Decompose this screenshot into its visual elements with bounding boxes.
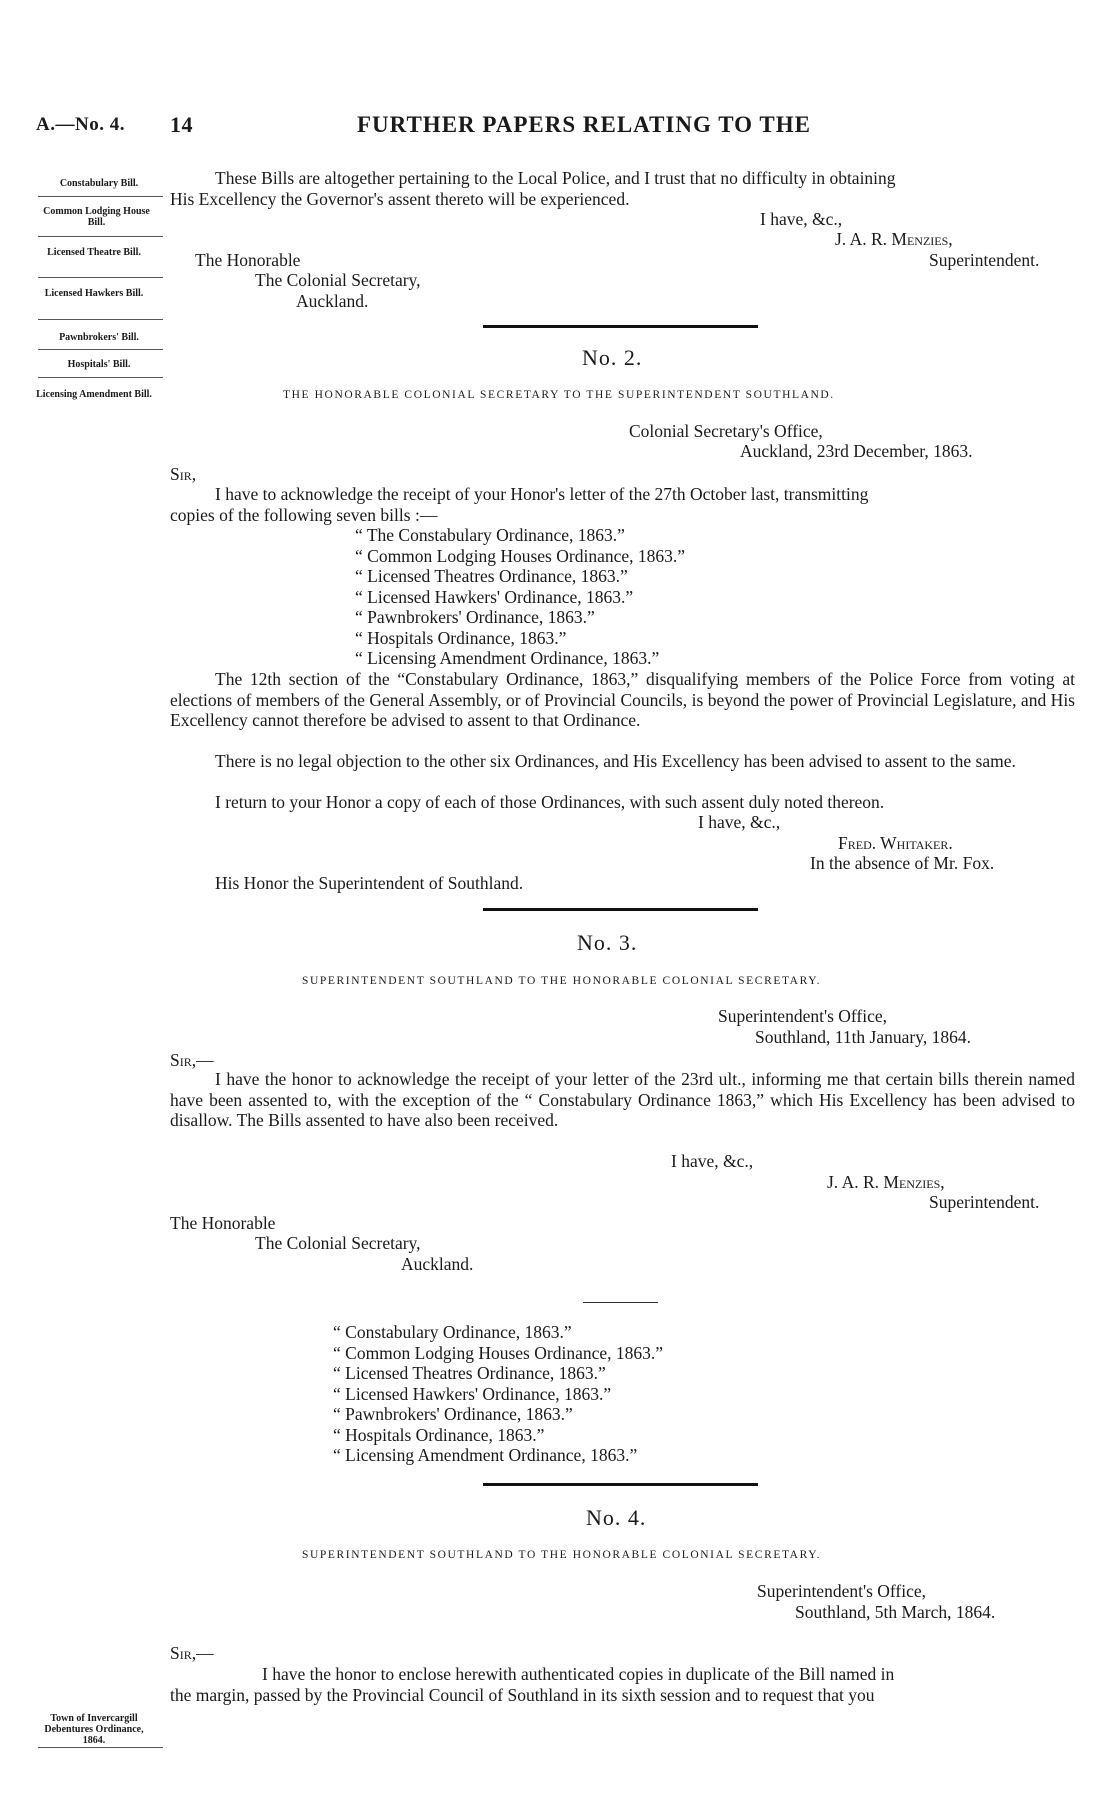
letter2-number: No. 2. — [582, 345, 643, 370]
section-divider — [483, 1483, 758, 1486]
letter2-office: Colonial Secretary's Office, — [629, 421, 823, 441]
margin-note-hospitals: Hospitals' Bill. — [67, 359, 131, 370]
margin-rule — [38, 349, 163, 350]
letter2-p1-line1: I have to acknowledge the receipt of your Honor's letter of the 27th October last, transmitting — [215, 484, 869, 504]
letter1-signature-title: Superintendent. — [929, 250, 1040, 270]
bill-item: “ Licensing Amendment Ordinance, 1863.” — [355, 648, 660, 668]
letter2-p1-line2: copies of the following seven bills :— — [170, 505, 438, 525]
bill-item: “ Common Lodging Houses Ordinance, 1863.” — [355, 545, 686, 566]
letter3-addressee-2: The Colonial Secretary, — [255, 1233, 421, 1253]
bill-item: “ Licensed Theatres Ordinance, 1863.” — [355, 566, 628, 586]
letter1-addressee-2: The Colonial Secretary, — [255, 270, 421, 290]
margin-note-licensing-amendment: Licensing Amendment Bill. — [36, 389, 152, 400]
margin-rule — [38, 377, 163, 378]
letter3-office: Superintendent's Office, — [718, 1006, 888, 1026]
letter3-paragraph-1: I have the honor to acknowledge the receipt of your letter of the 23rd ult., informing me that certain bills therein named have been assented to, with the exception of the “ Constabulary Ordinance 1863,” which His Excellency has been advised to disallow. The Bills assented to have also been received. — [170, 1069, 1075, 1130]
letter3-signature-title: Superintendent. — [929, 1192, 1040, 1212]
letter3-addressee-3: Auckland. — [401, 1254, 474, 1274]
letter4-heading: SUPERINTENDENT SOUTHLAND TO THE HONORABLE COLONIAL SECRETARY. — [302, 1549, 822, 1561]
enclosure-item: “ Common Lodging Houses Ordinance, 1863.” — [333, 1342, 664, 1363]
letter2-paragraph-2: The 12th section of the “Constabulary Ordinance, 1863,” disqualifying members of the Police Force from voting at elections of members of the General Assembly, or of Provincial Councils, is beyond the power of Provincial Legislature, and His Excellency cannot therefore be advised to assent to that Ordinance. — [170, 669, 1075, 730]
letter2-heading: THE HONORABLE COLONIAL SECRETARY TO THE SUPERINTENDENT SOUTHLAND. — [283, 389, 835, 401]
series-number: A.—No. 4. — [36, 114, 125, 135]
enclosure-item: “ Hospitals Ordinance, 1863.” — [333, 1424, 545, 1445]
letter1-signature: J. A. R. Menzies, — [835, 229, 953, 249]
margin-rule — [38, 196, 163, 197]
letter2-bill-list — [355, 525, 685, 669]
letter4-number: No. 4. — [586, 1505, 647, 1530]
margin-note-constabulary: Constabulary Bill. — [59, 178, 139, 189]
enclosure-item: “ Licensed Theatres Ordinance, 1863.” — [333, 1363, 606, 1383]
margin-rule — [38, 1747, 163, 1748]
letter4-place-date: Southland, 5th March, 1864. — [795, 1602, 996, 1622]
page-number: 14 — [170, 112, 193, 137]
enclosure-item: “ Licensed Hawkers' Ordinance, 1863.” — [333, 1383, 612, 1404]
bill-item: “ Hospitals Ordinance, 1863.” — [355, 627, 567, 648]
letter4-salutation: Sir,— — [170, 1643, 214, 1663]
margin-note-pawnbrokers: Pawnbrokers' Bill. — [59, 332, 139, 343]
letter1-body-line2: His Excellency the Governor's assent thereto will be experienced. — [170, 189, 630, 209]
letter4-office: Superintendent's Office, — [757, 1581, 927, 1601]
letter3-enclosure-list — [333, 1322, 663, 1466]
margin-note-licensed-hawkers: Licensed Hawkers Bill. — [44, 288, 144, 299]
bill-item: “ The Constabulary Ordinance, 1863.” — [355, 525, 625, 545]
enclosure-item: “ Pawnbrokers' Ordinance, 1863.” — [333, 1404, 573, 1424]
letter3-signature: J. A. R. Menzies, — [827, 1172, 945, 1192]
letter4-p1-line2: the margin, passed by the Provincial Council of Southland in its sixth session and to request that you — [170, 1685, 875, 1705]
letter2-place-date: Auckland, 23rd December, 1863. — [740, 441, 973, 461]
letter2-closing: I have, &c., — [698, 812, 781, 832]
letter4-p1-line1: I have the honor to enclose herewith authenticated copies in duplicate of the Bill named in — [262, 1664, 895, 1684]
letter2-paragraph-3: There is no legal objection to the other six Ordinances, and His Excellency has been advised to assent to the same. — [215, 751, 1016, 771]
letter1-body-line1: These Bills are altogether pertaining to the Local Police, and I trust that no difficulty in obtaining — [215, 168, 896, 188]
margin-note-licensed-theatre: Licensed Theatre Bill. — [47, 247, 141, 258]
margin-rule — [38, 319, 163, 320]
letter2-signature: Fred. Whitaker. — [838, 833, 953, 853]
letter3-closing: I have, &c., — [671, 1151, 754, 1171]
letter1-addressee-1: The Honorable — [195, 250, 301, 270]
letter1-closing: I have, &c., — [760, 209, 843, 229]
letter3-salutation: Sir,— — [170, 1050, 214, 1070]
margin-note-invercargill-debentures: Town of Invercargill Debentures Ordinance, 1864. — [44, 1713, 144, 1746]
letter3-addressee-1: The Honorable — [170, 1213, 276, 1233]
letter3-number: No. 3. — [577, 930, 638, 955]
enclosure-item: “ Licensing Amendment Ordinance, 1863.” — [333, 1445, 638, 1465]
section-divider — [483, 325, 758, 328]
letter2-addressee: His Honor the Superintendent of Southland. — [215, 873, 524, 893]
bill-item: “ Licensed Hawkers' Ordinance, 1863.” — [355, 586, 634, 607]
enclosure-divider — [583, 1302, 658, 1303]
letter3-heading: SUPERINTENDENT SOUTHLAND TO THE HONORABLE COLONIAL SECRETARY. — [302, 975, 822, 987]
letter1-addressee-3: Auckland. — [296, 291, 369, 311]
letter2-signature-note: In the absence of Mr. Fox. — [810, 853, 995, 873]
enclosure-item: “ Constabulary Ordinance, 1863.” — [333, 1322, 572, 1342]
letter2-paragraph-4: I return to your Honor a copy of each of those Ordinances, with such assent duly noted thereon. — [215, 792, 885, 812]
running-title: FURTHER PAPERS RELATING TO THE — [357, 112, 811, 137]
bill-item: “ Pawnbrokers' Ordinance, 1863.” — [355, 607, 595, 627]
margin-note-common-lodging: Common Lodging House Bill. — [43, 206, 150, 228]
letter3-place-date: Southland, 11th January, 1864. — [755, 1027, 971, 1047]
margin-rule — [38, 236, 163, 237]
section-divider — [483, 908, 758, 911]
margin-rule — [38, 277, 163, 278]
letter2-salutation: Sir, — [170, 464, 197, 484]
